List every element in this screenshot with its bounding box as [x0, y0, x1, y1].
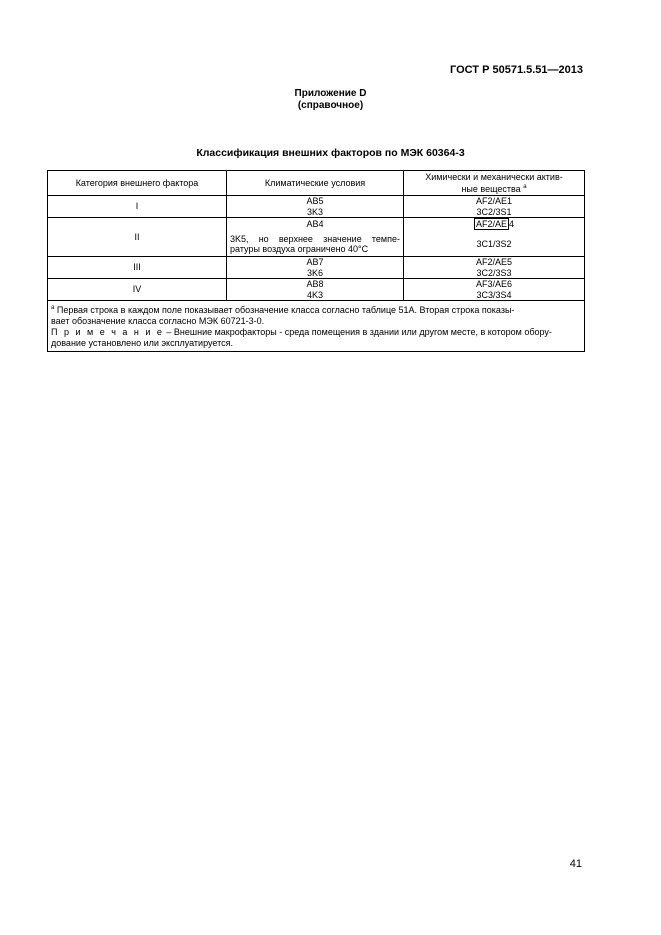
climatic-iec-class: 4K3	[306, 289, 323, 300]
climatic-iec-class: 3K3	[306, 206, 323, 217]
footnote-mark: a	[51, 305, 55, 311]
chemical-iec-class: 3C2/3S1	[476, 206, 512, 217]
row-category: I	[48, 196, 227, 218]
row-chemical	[404, 279, 585, 301]
climatic-iec-class: 3K6	[306, 267, 323, 278]
row-climatic	[227, 196, 404, 218]
footnote-line1: Первая строка в каждом поле показывает обозначение класса согласно таблице 51А. Вторая строка показы-	[54, 305, 515, 315]
chemical-class: AF2/AE1	[475, 196, 513, 206]
chemical-class-tail: 4	[509, 219, 515, 229]
climatic-class: AB7	[306, 257, 324, 267]
climatic-iec-class-line2: ратуры воздуха ограничено 40°C	[230, 244, 369, 255]
header-climatic: Климатические условия	[227, 171, 404, 196]
chemical-class: AF3/AE6	[475, 279, 513, 289]
row-climatic	[227, 279, 404, 301]
climatic-class: AB5	[306, 196, 324, 206]
chemical-iec-class: 3C1/3S2	[476, 238, 512, 249]
header-category: Категория внешнего фактора	[48, 171, 227, 196]
table-footnotes	[48, 301, 585, 352]
header-chemical	[404, 171, 585, 196]
chemical-class-highlight: AF2/AE	[475, 219, 507, 229]
footnote	[51, 303, 581, 316]
header-chemical-line1: Химически и механически актив-	[425, 171, 563, 182]
row-climatic	[227, 257, 404, 279]
chemical-iec-class: 3C2/3S3	[476, 267, 512, 278]
note-line1: – Внешние макрофакторы - среда помещения в здании или другом месте, в котором обору-	[163, 327, 552, 337]
standard-code: ГОСТ Р 50571.5.51—2013	[449, 64, 583, 76]
chemical-class: AF2/AE5	[475, 257, 513, 267]
chemical-class	[407, 219, 581, 230]
table-header-row	[48, 171, 585, 196]
page-number: 41	[569, 858, 582, 870]
table-footer-row	[48, 301, 585, 352]
row-category: III	[48, 257, 227, 279]
table-title: Классификация внешних факторов по МЭК 60364-3	[196, 147, 465, 159]
row-category: II	[48, 218, 227, 257]
header-chemical-text: ные вещества	[461, 184, 521, 194]
climatic-iec-class-line1: 3K5, но верхнее значение темпе-	[230, 233, 400, 244]
table-row	[48, 196, 585, 218]
chemical-iec-class: 3C3/3S4	[476, 289, 512, 300]
annex-type: (справочное)	[297, 100, 364, 111]
classification-table	[47, 170, 585, 352]
footnote-line2: вает обозначение класса согласно МЭК 60721-3-0.	[51, 316, 265, 326]
row-chemical	[404, 257, 585, 279]
table-note	[51, 327, 581, 338]
table-row	[48, 279, 585, 301]
climatic-class: AB4	[306, 219, 324, 230]
climatic-class: AB8	[306, 279, 324, 289]
footnote-mark-header: a	[523, 184, 527, 190]
annex-title: Приложение D	[294, 88, 367, 99]
note-line2: дование установлено или эксплуатируется.	[51, 338, 233, 348]
table-row	[48, 218, 585, 257]
row-climatic	[227, 218, 404, 257]
header-chemical-line2	[407, 182, 581, 195]
annex-heading	[0, 88, 661, 112]
row-chemical	[404, 218, 585, 257]
note-label: П р и м е ч а н и е	[51, 327, 164, 337]
row-chemical	[404, 196, 585, 218]
table-row	[48, 257, 585, 279]
row-category: IV	[48, 279, 227, 301]
